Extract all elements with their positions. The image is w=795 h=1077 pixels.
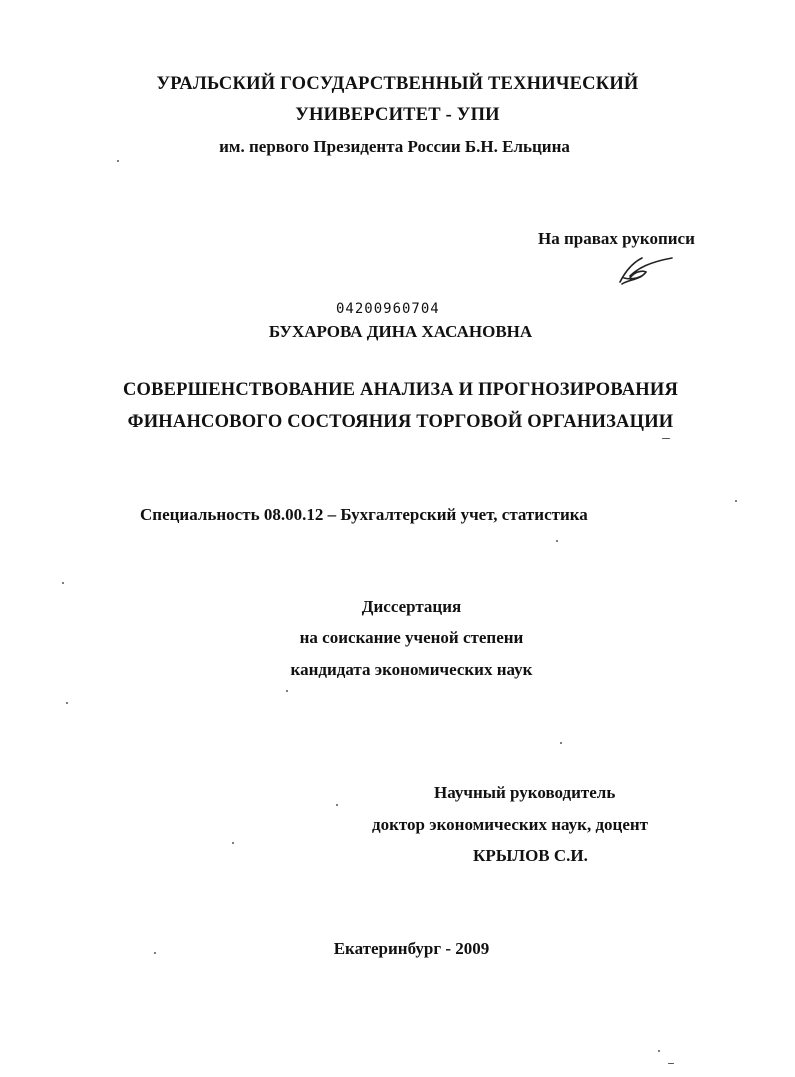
dissertation-title-line2: ФИНАНСОВОГО СОСТОЯНИЯ ТОРГОВОЙ ОРГАНИЗАЦИИ	[127, 412, 674, 432]
scan-speck	[668, 1063, 674, 1064]
university-dedication: им. первого Президента России Б.Н. Ельцина	[219, 137, 570, 156]
specialty-line: Специальность 08.00.12 – Бухгалтерский учет, статистика	[140, 505, 588, 524]
supervisor-name: КРЫЛОВ С.И.	[473, 846, 588, 865]
scan-speck	[66, 702, 68, 704]
handwritten-signature	[612, 250, 682, 290]
dissertation-title-line1: СОВЕРШЕНСТВОВАНИЕ АНАЛИЗА И ПРОГНОЗИРОВАНИЯ	[122, 380, 679, 400]
supervisor-label: Научный руководитель	[434, 783, 616, 802]
degree-purpose: на соискание ученой степени	[299, 628, 524, 647]
scan-speck	[560, 742, 562, 744]
author-name: БУХАРОВА ДИНА ХАСАНОВНА	[268, 322, 533, 341]
scan-speck	[232, 842, 234, 844]
scan-speck	[286, 690, 288, 692]
scan-speck	[662, 438, 670, 439]
scan-speck	[735, 500, 737, 502]
scan-speck	[556, 540, 558, 542]
dissertation-label: Диссертация	[361, 597, 462, 616]
university-name-line2: УНИВЕРСИТЕТ - УПИ	[295, 105, 500, 125]
scan-speck	[658, 1050, 660, 1052]
degree-name: кандидата экономических наук	[290, 660, 533, 679]
university-name-line1: УРАЛЬСКИЙ ГОСУДАРСТВЕННЫЙ ТЕХНИЧЕСКИЙ	[156, 74, 639, 94]
scan-speck	[336, 804, 338, 806]
city-year: Екатеринбург - 2009	[333, 939, 490, 958]
scan-speck	[117, 160, 119, 162]
scan-speck	[154, 952, 156, 954]
scan-speck	[62, 582, 64, 584]
supervisor-degree: доктор экономических наук, доцент	[372, 815, 649, 834]
catalog-number: 04200960704	[336, 301, 440, 317]
manuscript-rights-label: На правах рукописи	[538, 229, 695, 248]
